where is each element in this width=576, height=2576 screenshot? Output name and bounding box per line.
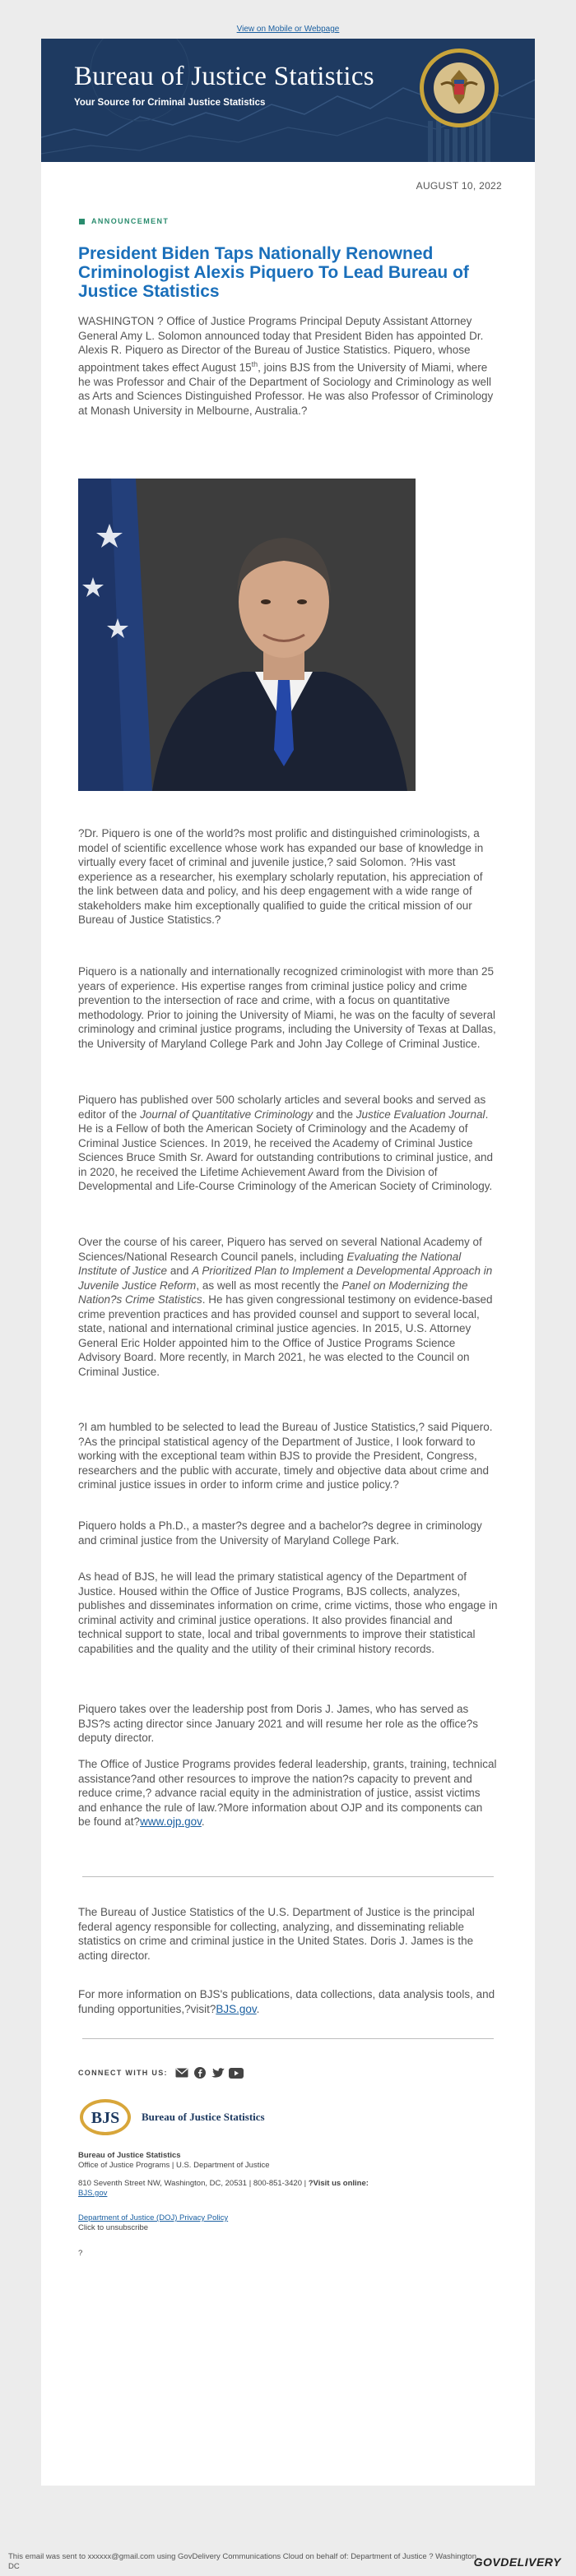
footer-address-text: 810 Seventh Street NW, Washington, DC, 20531 | 800-851-3420 | [78, 2179, 309, 2188]
connect-label: CONNECT WITH US: [78, 2069, 168, 2077]
text-run: . He has given congressional testimony on evidence-based crime prevention practices and has provided counsel and support to several local, state, national and international criminal justice agencies. In 2015, U.S. Attorney General Eric Holder appointed him to the Office of Justice Programs Science Advisory Board. More recently, in March 2021, he was elected to the Council on Criminal Justice. [78, 1293, 493, 1378]
privacy-policy-link[interactable]: Department of Justice (DOJ) Privacy Policy [78, 2213, 229, 2222]
announcement-label-text: ANNOUNCEMENT [91, 217, 170, 225]
superscript-th: th [251, 359, 258, 368]
header-title: Bureau of Justice Statistics [74, 62, 374, 91]
connect-with-us [78, 2067, 244, 2079]
panel-title: Evaluating the National Institute of Justice [78, 1250, 462, 1277]
paragraph-transition: Piquero takes over the leadership post from Doris J. James, who has served as BJS?s acting director since January 2021 and will resume her role as the office?s deputy director. [78, 1703, 479, 1744]
paragraph-education: Piquero holds a Ph.D., a master?s degree and a bachelor?s degree in criminology and criminal justice from the University of Maryland College Park. [78, 1519, 482, 1547]
email-icon[interactable] [174, 2067, 189, 2079]
text-run: and the [313, 1108, 356, 1121]
footer-org-sub: Office of Justice Programs | U.S. Department of Justice [78, 2161, 270, 2170]
text-run: Piquero has published over 500 scholarly articles and several books and served as editor of the [78, 1094, 486, 1121]
footer-address [78, 2179, 432, 2199]
text-run: . [201, 1815, 205, 1828]
announcement-bullet-icon [79, 219, 85, 224]
bjs-logo-text: BJS [91, 2109, 120, 2127]
paragraph-publications [78, 1093, 498, 1194]
paragraph-bjs-role: As head of BJS, he will lead the primary statistical agency of the Department of Justice. Housed within the Office of Justice Programs, BJS collects, analyzes, publishes and disseminates information on crime, crime victims, those who engage in criminal activity and criminal justice operations. It also provides financial and technical support to state, local and tribal governments to improve their statistical capabilities and the quality and the utility of their criminal history records. [78, 1570, 498, 1655]
twitter-icon[interactable] [211, 2067, 225, 2079]
director-portrait-photo [78, 479, 416, 791]
text-run: . [256, 2002, 260, 2015]
announcement-label [79, 217, 169, 225]
paragraph-experience: Piquero is a nationally and internationally recognized criminologist with more than 25 years of experience. His expertise ranges from criminal justice policy and crime prevention to the intersection of race and crime, with a focus on quantitative methodology. Prior to joining the University of Miami, he was on the faculty of several criminology and criminal justice programs, including the University of Texas at Dallas, the University of Maryland College Park and John Jay College of Criminal Justice. [78, 965, 496, 1050]
paragraph-intro-part: WASHINGTON ? Office of Justice Programs Principal Deputy Assistant Attorney General Amy L. Solomon announced today that President Biden has appointed Dr. Alexis R. Piquero as Director of the Bureau of Justice Statistics. Piquero, whose appointment takes effect August 15 [78, 315, 484, 373]
publish-date: AUGUST 10, 2022 [416, 180, 502, 192]
footer-links [78, 2213, 228, 2223]
panel-title: Panel on Modernizing the Nation?s Crime Statistics [78, 1279, 468, 1306]
divider [82, 2038, 494, 2039]
panel-title: A Prioritized Plan to Implement a Developmental Approach in Juvenile Justice Reform [78, 1265, 493, 1292]
footer-org-name: Bureau of Justice Statistics [78, 2151, 181, 2160]
text-run: The Office of Justice Programs provides federal leadership, grants, training, technical assistance?and other resources to improve the nation?s capacity to prevent and reduce crime,? advance racial equity in the administration of justice, assist victims and enhance the rule of law.?More information about OJP and its components can be found at? [78, 1758, 497, 1828]
journal-title: Justice Evaluation Journal [355, 1108, 485, 1121]
text-run: For more information on BJS's publications, data collections, data analysis tools, and funding opportunities,?visit? [78, 1988, 495, 2015]
paragraph-intro-part: , joins BJS from the University of Miami, where he was Professor and Chair of the Department of Sociology and Criminology as well as Arts and Sciences Distinguished Professor. He was also Professor of Criminology at Monash University in Melbourne, Australia.? [78, 361, 494, 417]
text-run: . He is a Fellow of both the American Society of Criminology and the Academy of Criminal Justice Sciences. In 2019, he received the Academy of Criminal Justice Sciences Bruce Smith Sr. Award for outstanding contributions to criminal justice, and in 2020, he received the Lifetime Achievement Award from the Division of Developmental and Life-Course Criminology of the American Society of Criminology. [78, 1108, 494, 1192]
govdelivery-logo[interactable]: GOVDELIVERY [473, 2555, 561, 2569]
footer-bjs-logo[interactable] [79, 2098, 265, 2136]
text-run: Over the course of his career, Piquero has served on several National Academy of Sciences/National Research Council panels, including [78, 1236, 482, 1263]
header-banner [41, 39, 535, 162]
bjs-logo-name: Bureau of Justice Statistics [142, 2111, 265, 2123]
doj-seal-icon [418, 47, 500, 129]
unsubscribe-link[interactable]: Click to unsubscribe [78, 2223, 149, 2232]
govdelivery-footer [0, 2549, 576, 2576]
youtube-icon[interactable] [229, 2067, 244, 2079]
footer-visit-label: ?Visit us online: [308, 2179, 369, 2188]
facebook-icon[interactable] [193, 2067, 207, 2079]
journal-title: Journal of Quantitative Criminology [140, 1108, 314, 1121]
ojp-link[interactable]: www.ojp.gov [140, 1815, 202, 1828]
paragraph-solomon-quote: ?Dr. Piquero is one of the world?s most prolific and distinguished criminologists, a model of scientific excellence whose work has expanded our base of knowledge in virtually every facet of criminal and juvenile justice,? said Solomon. ?His vast experience as a researcher, his exemplary scholarly reputation, his appreciation of the link between data and policy, and his deep engagement with a wide range of stakeholders make him exceptionally qualified to guide the critical mission of our Bureau of Justice Statistics.? [78, 827, 484, 926]
bjs-logo-badge-icon [79, 2098, 132, 2136]
divider [82, 1876, 494, 1877]
portrait-illustration [78, 479, 416, 791]
footer-site-link[interactable]: BJS.gov [78, 2189, 108, 2198]
view-online-link[interactable]: View on Mobile or Webpage [236, 25, 340, 34]
paragraph-ojp [78, 1757, 498, 1829]
paragraph-piquero-quote: ?I am humbled to be selected to lead the Bureau of Justice Statistics,? said Piquero. ?As the principal statistical agency of the Department of Justice, I look forward to working with the exceptional team within BJS to provide the President, Congress, researchers and the public with accurate, timely and objective data about crime and criminal justice issues in order to inform crime and justice policy.? [78, 1421, 493, 1491]
bjs-gov-link[interactable]: BJS.gov [216, 2002, 257, 2015]
header-tagline: Your Source for Criminal Justice Statistics [74, 98, 266, 108]
text-run: , as well as most recently the [196, 1279, 342, 1292]
paragraph-panels [78, 1235, 498, 1379]
paragraph-intro [78, 314, 498, 418]
email-container [41, 39, 535, 2486]
paragraph-about-bjs: The Bureau of Justice Statistics of the U.S. Department of Justice is the principal federal agency responsible for collecting, analyzing, and disseminating reliable statistics on crime and criminal justice in the United States. Doris J. James is the acting director. [78, 1906, 475, 1962]
text-run: and [167, 1265, 193, 1277]
sent-notice: This email was sent to xxxxxx@gmail.com using GovDelivery Communications Cloud on behalf of: Department of Justice ? Washington, DC [8, 2552, 479, 2571]
headline: President Biden Taps Nationally Renowned Criminologist Alexis Piquero To Lead Bureau of Justice Statistics [78, 244, 469, 301]
footer-stray-character: ? [78, 2249, 83, 2258]
paragraph-more-info [78, 1987, 498, 2016]
